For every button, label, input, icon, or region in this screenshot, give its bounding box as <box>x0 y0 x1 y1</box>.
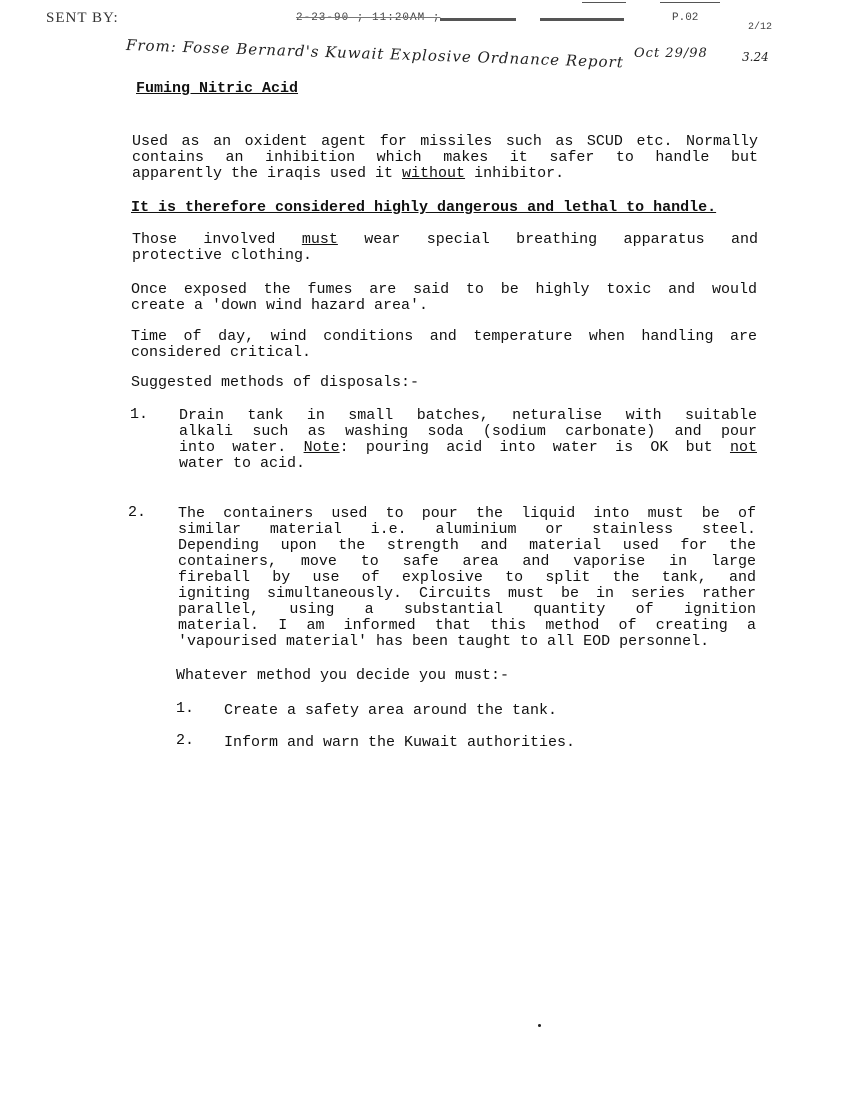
handwritten-annotation <box>126 34 786 74</box>
text-line: fireball by use of explosive to split the tank, and <box>178 569 756 586</box>
fax-rule <box>660 2 720 3</box>
warning-statement: It is therefore considered highly dangerous and lethal to handle. <box>131 199 717 216</box>
intro-paragraph <box>132 134 758 182</box>
fax-date-time: 2-23-90 ; 11:20AM ; <box>296 12 441 24</box>
underlined-word: not <box>729 439 757 456</box>
fumes-paragraph <box>131 282 757 314</box>
text-line: Drain tank in small batches, neturalise with suitable <box>179 407 757 424</box>
text-line: igniting simultaneously. Circuits must be in series rather <box>178 585 756 602</box>
page-title: Fuming Nitric Acid <box>136 80 299 97</box>
fax-page: P.02 <box>672 12 699 24</box>
closing-item-text: Create a safety area around the tank. <box>224 702 558 719</box>
closing-item-text: Inform and warn the Kuwait authorities. <box>224 734 576 751</box>
text-line: alkali such as washing soda (sodium carbonate) and pour <box>179 423 757 440</box>
closing-item-number: 2. <box>176 732 195 749</box>
text-line: protective clothing. <box>132 247 313 264</box>
handwritten-date: Oct 29/98 <box>634 46 708 61</box>
text-line: contains an inhibition which makes it safer to handle but <box>132 149 758 166</box>
text-line: The containers used to pour the liquid into must be of <box>178 505 756 522</box>
fax-smudge <box>440 18 516 21</box>
method-number: 1. <box>130 406 149 423</box>
underlined-word: without <box>402 165 466 182</box>
fax-page-of: 2/12 <box>748 22 773 33</box>
fax-smudge <box>540 18 624 21</box>
closing-heading: Whatever method you decide you must:- <box>176 667 510 684</box>
scan-speck <box>538 1024 541 1027</box>
fax-rule <box>582 2 626 3</box>
text-line: Those involved must wear special breathing apparatus and <box>132 231 758 248</box>
underlined-word: Note <box>303 439 340 456</box>
text-line: apparently the iraqis used it without inhibitor. <box>132 165 565 182</box>
text-line: considered critical. <box>131 344 312 361</box>
method-1-text <box>179 408 757 472</box>
text-line: water to acid. <box>179 455 306 472</box>
fax-sent-by: SENT BY: <box>46 10 119 26</box>
protection-paragraph <box>132 232 758 264</box>
handwritten-page: 3.24 <box>742 50 769 64</box>
text-line: parallel, using a substantial quantity of ignition <box>178 601 756 618</box>
methods-heading: Suggested methods of disposals:- <box>131 374 420 391</box>
closing-item-number: 1. <box>176 700 195 717</box>
text-line: containers, move to safe area and vaporise in large <box>178 553 756 570</box>
fax-header <box>0 0 850 34</box>
text-line: material. I am informed that this method of creating a <box>178 617 756 634</box>
text-line: Once exposed the fumes are said to be highly toxic and would <box>131 281 757 298</box>
text-line: 'vapourised material' has been taught to all EOD personnel. <box>178 633 710 650</box>
underlined-word: must <box>301 231 338 248</box>
text-line: create a 'down wind hazard area'. <box>131 297 429 314</box>
method-2-text <box>178 506 756 650</box>
text-line: Time of day, wind conditions and temperature when handling are <box>131 328 757 345</box>
method-number: 2. <box>128 504 147 521</box>
text-line: similar material i.e. aluminium or stainless steel. <box>178 521 756 538</box>
text-line: into water. Note: pouring acid into water is OK but not <box>179 439 757 456</box>
conditions-paragraph <box>131 329 757 361</box>
text-line: Depending upon the strength and material used for the <box>178 537 756 554</box>
handwritten-note: From: Fosse Bernard's Kuwait Explosive Ordnance Report <box>125 36 625 72</box>
text-line: Used as an oxident agent for missiles such as SCUD etc. Normally <box>132 133 758 150</box>
